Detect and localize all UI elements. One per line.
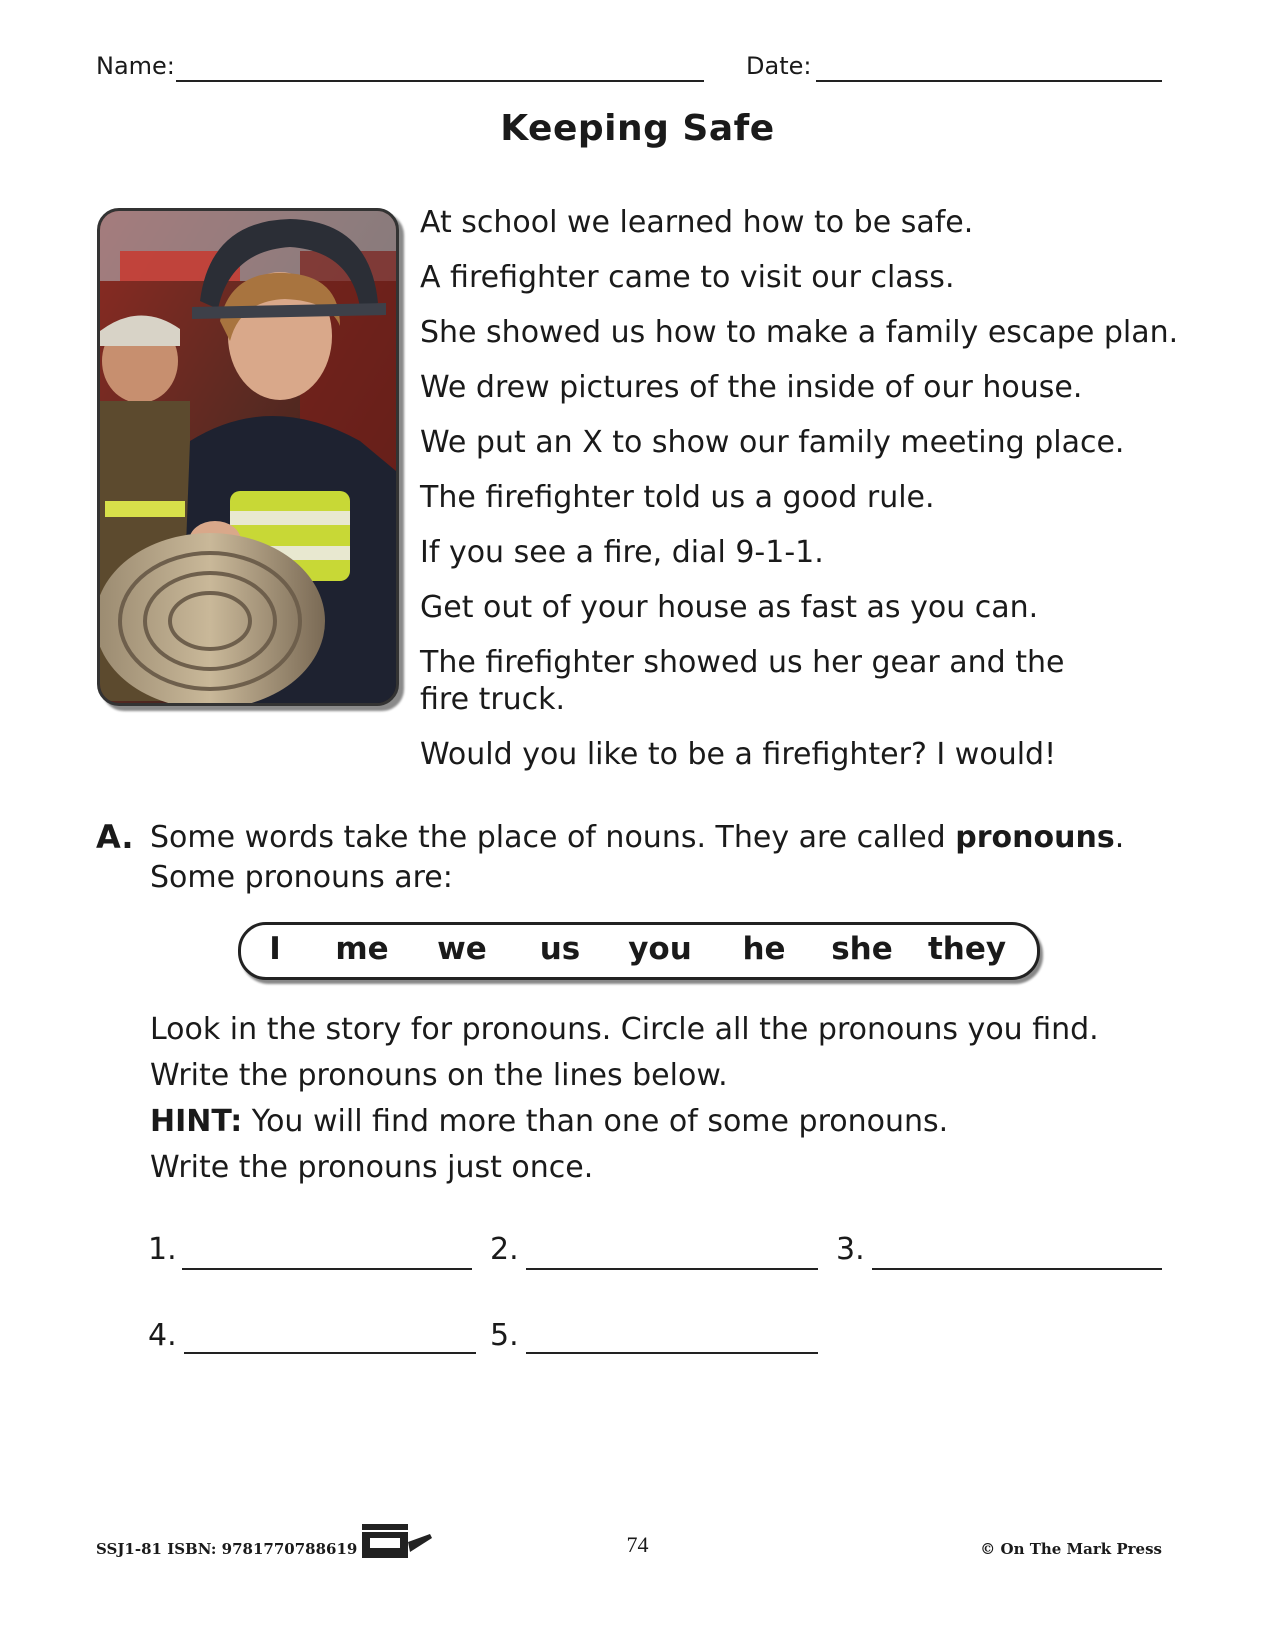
story-line: If you see a fire, dial 9-1-1. — [420, 535, 824, 570]
pronoun-word: she — [831, 931, 893, 967]
section-a-line1: Some words take the place of nouns. They are called pronouns. — [150, 820, 1125, 855]
firefighter-image — [100, 211, 396, 703]
page-title: Keeping Safe — [500, 108, 775, 149]
story-line: Get out of your house as fast as you can. — [420, 590, 1039, 625]
instruction-line: Look in the story for pronouns. Circle all the pronouns you find. — [150, 1012, 1099, 1047]
answer-line-5[interactable] — [526, 1352, 818, 1354]
pronoun-word: we — [437, 931, 487, 967]
pronoun-word: they — [927, 931, 1007, 967]
firefighter-photo — [97, 208, 399, 706]
instruction-line: Write the pronouns just once. — [150, 1150, 594, 1185]
answer-line-3[interactable] — [872, 1268, 1162, 1270]
story-text — [420, 204, 1200, 773]
pronoun-word-bank — [238, 922, 1040, 980]
answer-line-4[interactable] — [184, 1352, 476, 1354]
answer-label-5: 5. — [490, 1318, 519, 1353]
pronoun-word: he — [742, 931, 786, 967]
instruction-line: Write the pronouns on the lines below. — [150, 1058, 728, 1093]
pronoun-word: me — [335, 931, 389, 967]
answer-label-1: 1. — [148, 1232, 177, 1267]
answer-label-3: 3. — [836, 1232, 865, 1267]
story-line: We put an X to show our family meeting place. — [420, 425, 1125, 460]
story-line: A firefighter came to visit our class. — [420, 260, 955, 295]
copyright: © On The Mark Press — [980, 1540, 1162, 1558]
story-line: At school we learned how to be safe. — [420, 205, 974, 240]
pronoun-word: I — [269, 931, 281, 967]
section-a-intro — [150, 818, 1200, 898]
story-line: She showed us how to make a family escape plan. — [420, 315, 1179, 350]
date-line[interactable] — [816, 80, 1162, 82]
answer-line-1[interactable] — [182, 1268, 472, 1270]
hint-line: HINT: You will find more than one of some pronouns. — [150, 1104, 949, 1139]
pronouns-term: pronouns — [955, 820, 1115, 855]
name-label: Name: — [96, 52, 175, 80]
story-line: Would you like to be a firefighter? I would! — [420, 737, 1057, 772]
answer-label-4: 4. — [148, 1318, 177, 1353]
pronoun-word: us — [539, 931, 581, 967]
name-line[interactable] — [176, 80, 704, 82]
story-line: We drew pictures of the inside of our house. — [420, 370, 1083, 405]
page-number: 74 — [626, 1532, 649, 1557]
pronoun-word: you — [628, 931, 692, 967]
story-line: The firefighter told us a good rule. — [420, 480, 935, 515]
answer-line-2[interactable] — [526, 1268, 818, 1270]
date-label: Date: — [746, 52, 812, 80]
book-code: SSJ1-81 ISBN: 9781770788619 — [96, 1540, 358, 1558]
section-a-letter: A. — [96, 818, 134, 856]
answer-label-2: 2. — [490, 1232, 519, 1267]
instructions — [150, 1007, 1230, 1191]
hint-label: HINT: — [150, 1104, 243, 1139]
story-line: The firefighter showed us her gear and the fire truck. — [420, 645, 1065, 717]
section-a-line2: Some pronouns are: — [150, 860, 453, 895]
